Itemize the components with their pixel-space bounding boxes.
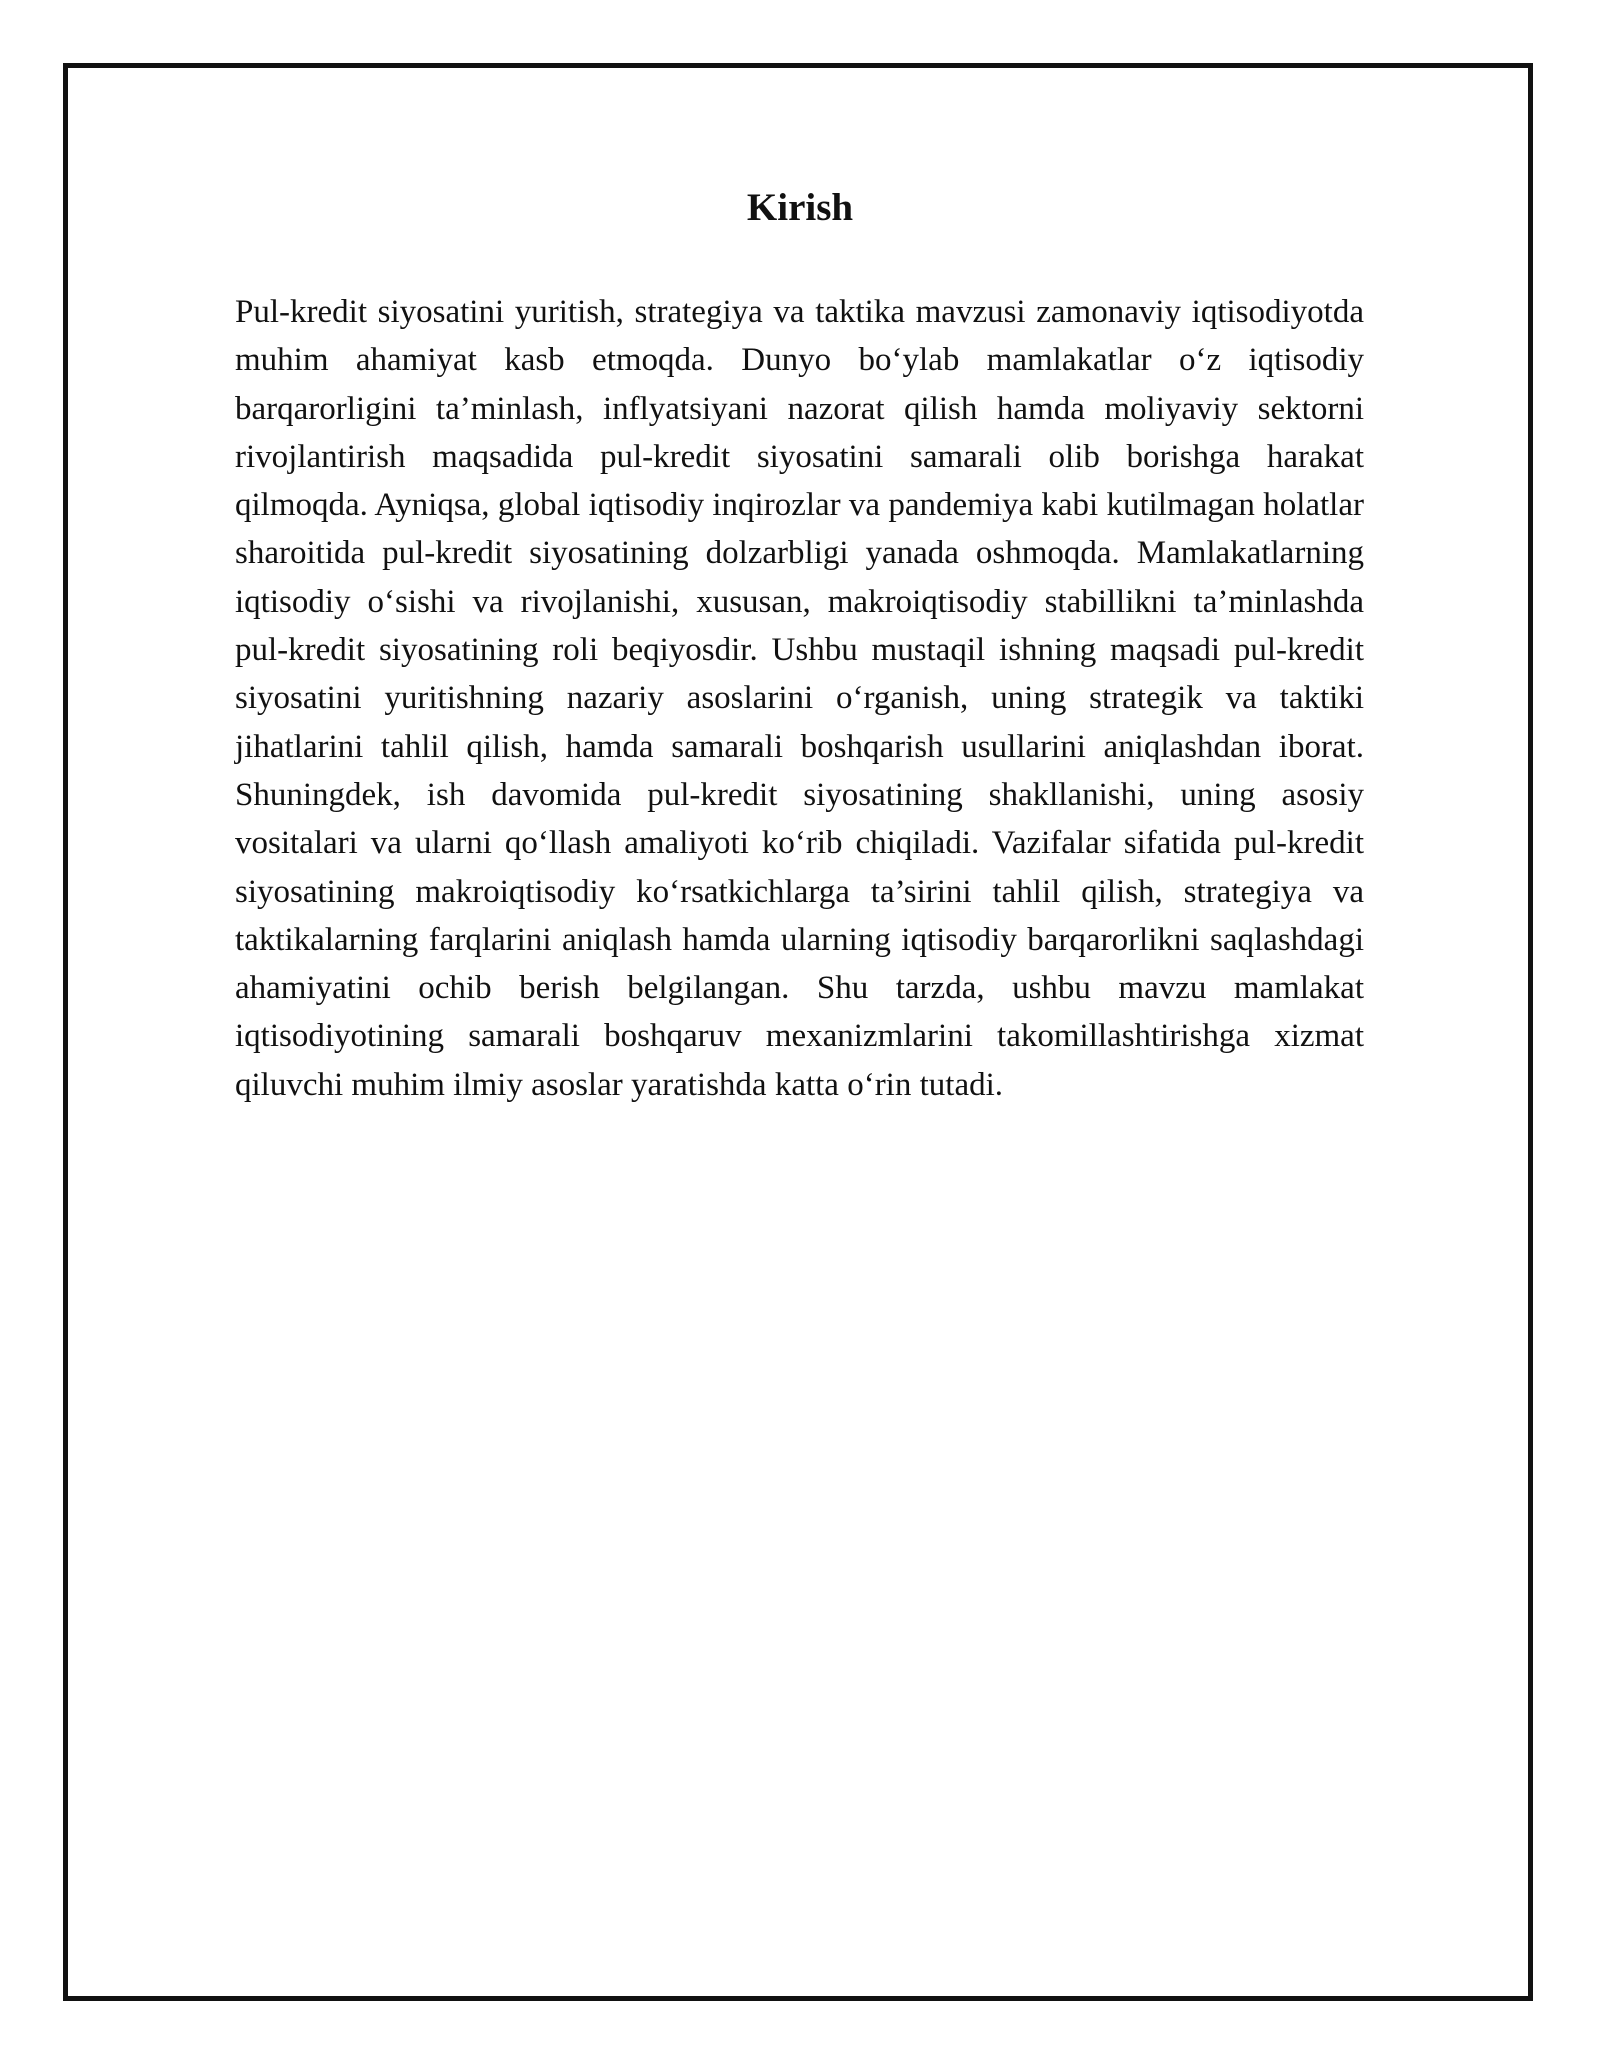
- document-body-paragraph: Pul-kredit siyosatini yuritish, strategiya va taktika mavzusi zamonaviy iqtisodiyotda muhim ahamiyat kasb etmoqda. Dunyo bo‘ylab mamlakatlar o‘z iqtisodiy barqarorligini ta’minlash, inflyatsiyani nazorat qilish hamda moliyaviy sektorni rivojlantirish maqsadida pul-kredit siyosatini samarali olib borishga harakat qilmoqda. Ayniqsa, global iqtisodiy inqirozlar va pandemiya kabi kutilmagan holatlar sharoitida pul-kredit siyosatining dolzarbligi yanada oshmoqda. Mamlakatlarning iqtisodiy o‘sishi va rivojlanishi, xususan, makroiqtisodiy stabillikni ta’minlashda pul-kredit siyosatining roli beqiyosdir. Ushbu mustaqil ishning maqsadi pul-kredit siyosatini yuritishning nazariy asoslarini o‘rganish, uning strategik va taktiki jihatlarini tahlil qilish, hamda samarali boshqarish usullarini aniqlashdan iborat. Shuningdek, ish davomida pul-kredit siyosatining shakllanishi, uning asosiy vositalari va ularni qo‘llash amaliyoti ko‘rib chiqiladi. Vazifalar sifatida pul-kredit siyosatining makroiqtisodiy ko‘rsatkichlarga ta’sirini tahlil qilish, strategiya va taktikalarning farqlarini aniqlash hamda ularning iqtisodiy barqarorlikni saqlashdagi ahamiyatini ochib berish belgilangan. Shu tarzda, ushbu mavzu mamlakat iqtisodiyotining samarali boshqaruv mexanizmlarini takomillashtirishga xizmat qiluvchi muhim ilmiy asoslar yaratishda katta o‘rin tutadi.: [235, 294, 1364, 1103]
- document-title: Kirish: [746, 186, 854, 229]
